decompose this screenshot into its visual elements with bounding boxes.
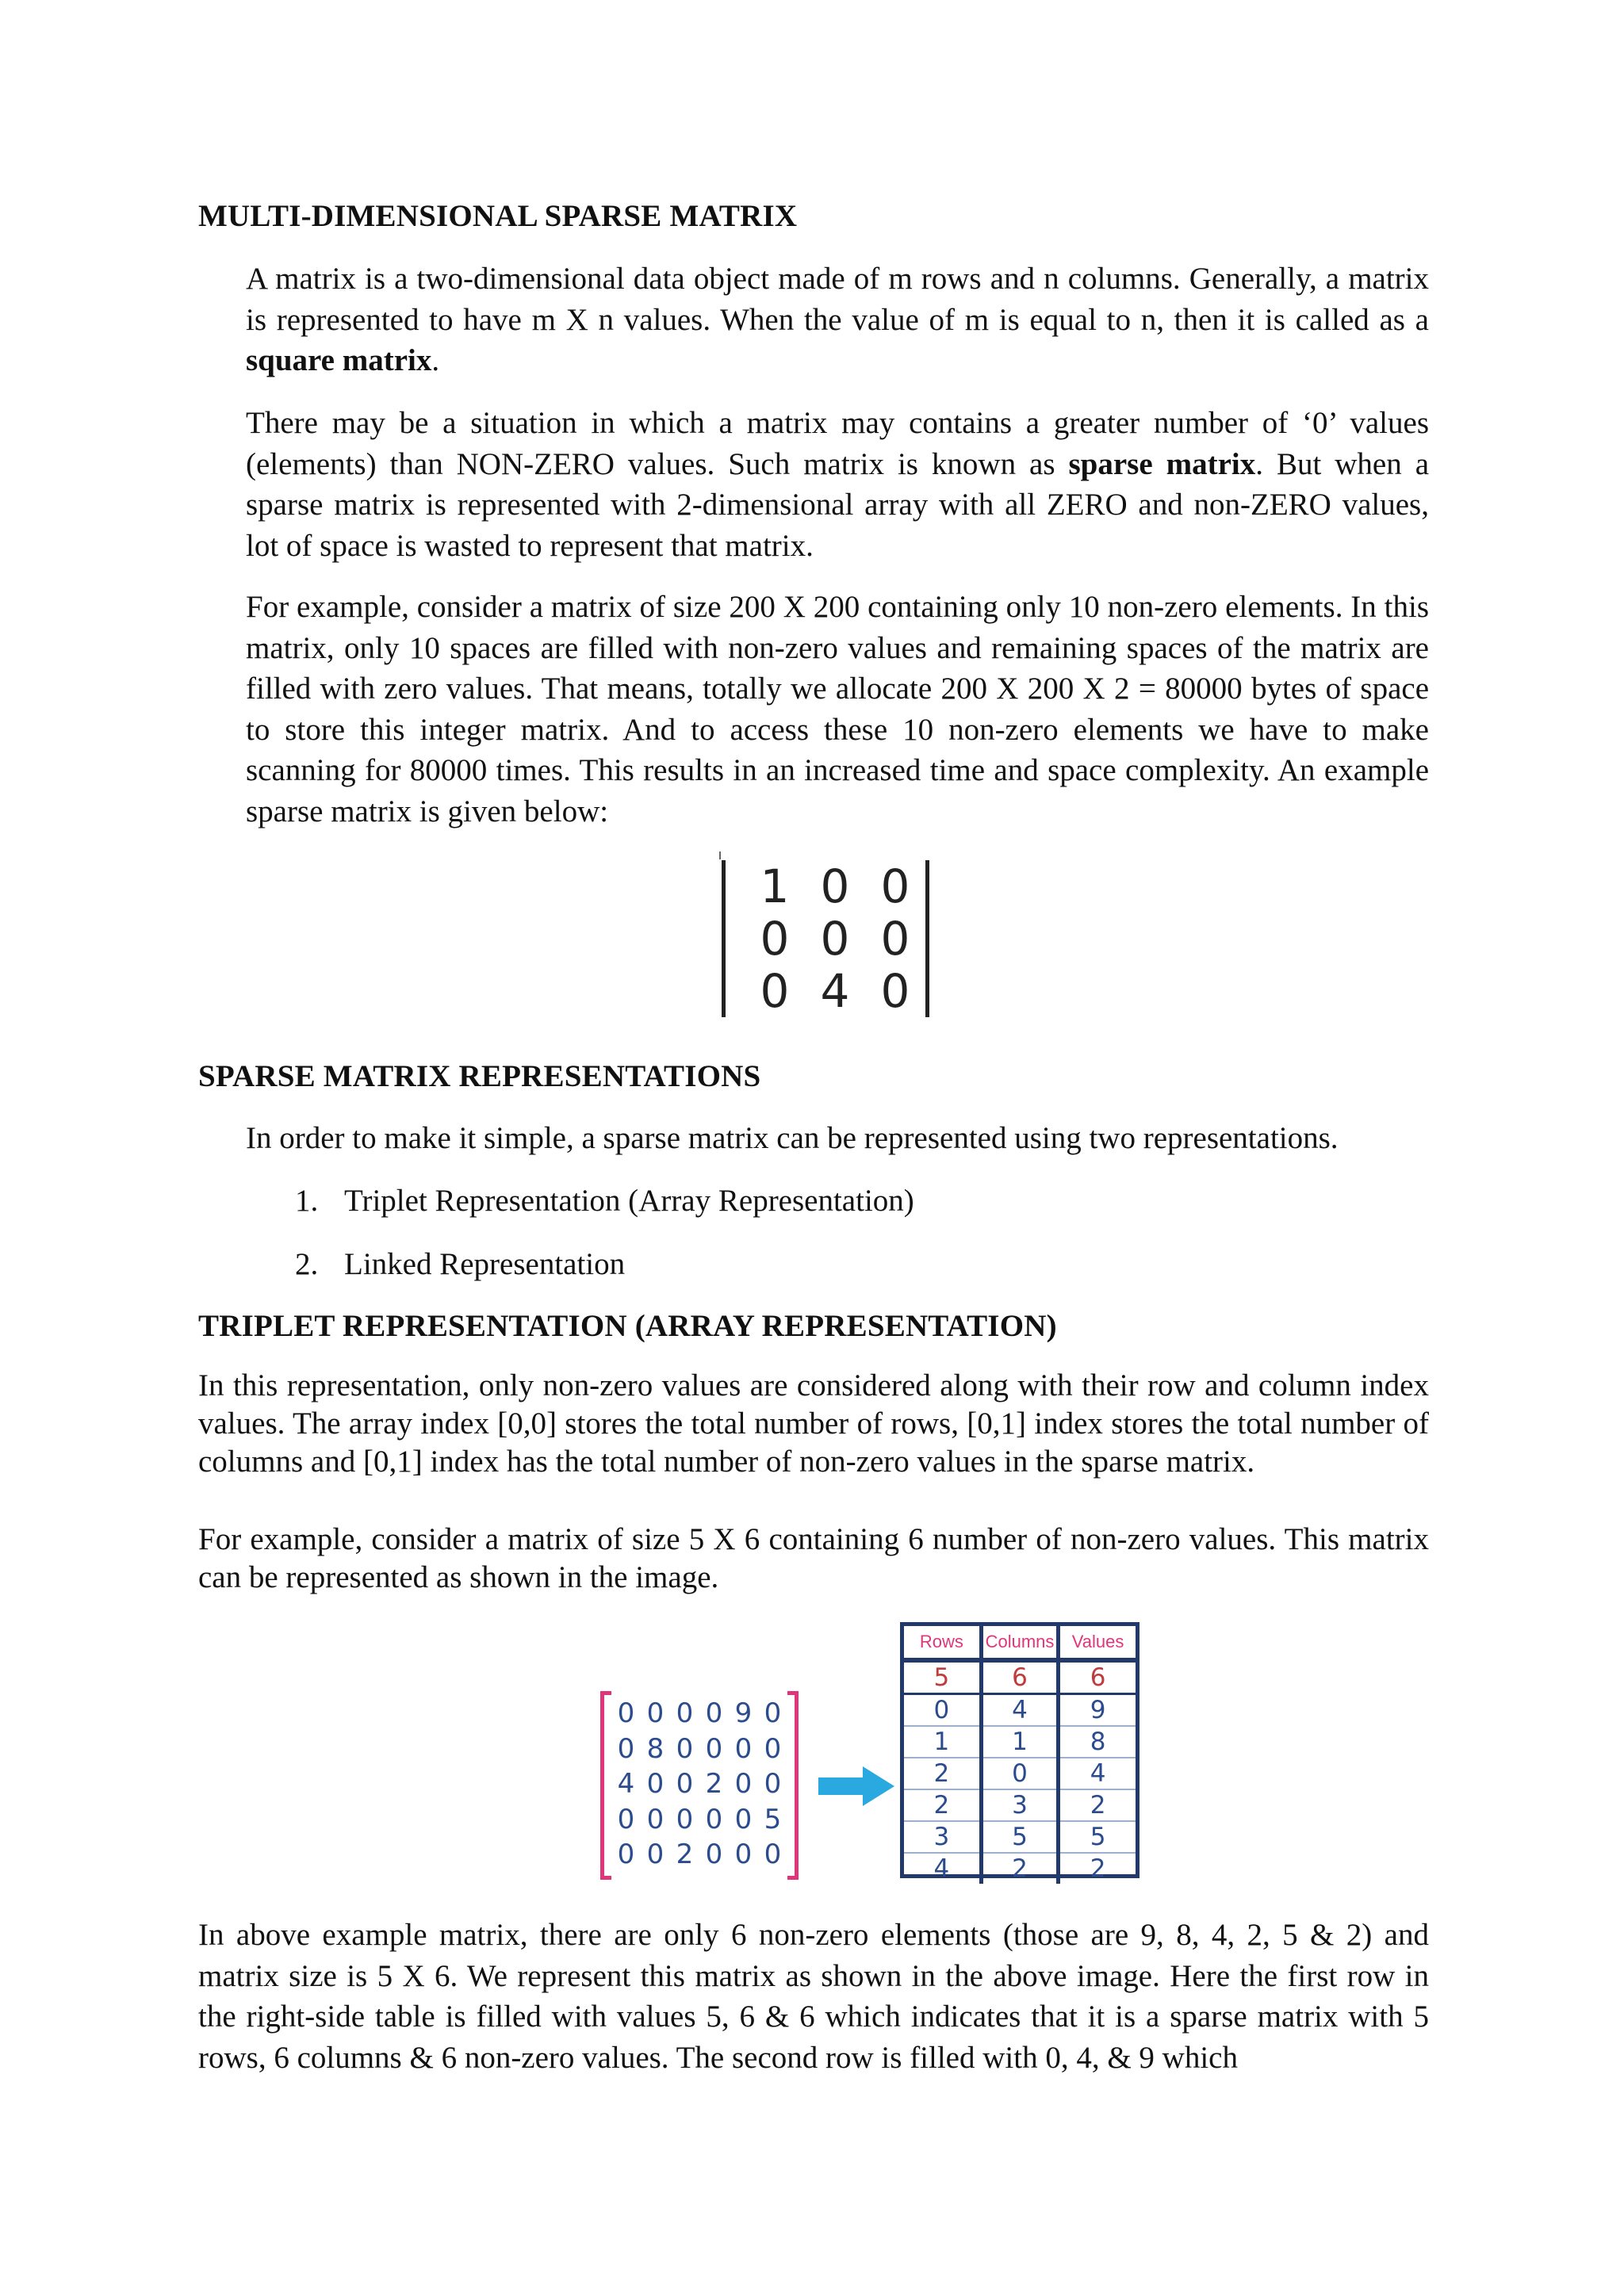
- matrix-row: 0 4 0: [722, 965, 929, 1017]
- matrix-cell: 0: [705, 1803, 723, 1835]
- table-cell: 2: [904, 1758, 981, 1789]
- source-matrix-5x6: [600, 1691, 799, 1880]
- matrix-row: 1 0 0: [722, 860, 929, 913]
- matrix-cell: 9: [734, 1697, 753, 1729]
- matrix-cell: 0: [705, 1732, 723, 1765]
- matrix-cell: 0: [764, 1768, 782, 1800]
- table-cell: 0: [981, 1758, 1058, 1789]
- matrix-cell: 0: [646, 1768, 665, 1800]
- example-sparse-matrix: [722, 860, 929, 1017]
- matrix-cell: 0: [734, 1768, 753, 1800]
- header-rows: Rows: [904, 1626, 981, 1660]
- heading-triplet-representation: TRIPLET REPRESENTATION (ARRAY REPRESENTATION): [198, 1309, 1057, 1343]
- right-bracket: [787, 1691, 799, 1880]
- matrix-cell: 0: [617, 1732, 635, 1765]
- paragraph-matrix-definition: A matrix is a two-dimensional data object made of m rows and n columns. Generally, a matrix is represented to have m X n values. When the value of m is equal to n, then it is called as a square matrix.: [246, 262, 1429, 377]
- table-row: [904, 1821, 1136, 1853]
- matrix-cell: 0: [676, 1768, 694, 1800]
- paragraph-explanation: In above example matrix, there are only 6 non-zero elements (those are 9, 8, 4, 2, 5 & 2) and matrix size is 5 X 6. We represent this matrix as shown in the above image. Here the first row in the right-side table is filled with values 5, 6 & 6 which indicates that it is a sparse matrix with 5 rows, 6 columns & 6 non-zero values. The second row is filled with 0, 4, & 9 which: [198, 1918, 1429, 2075]
- matrix-cell: 0: [676, 1732, 694, 1765]
- matrix-row: [611, 1696, 787, 1732]
- matrix-cell: 0: [764, 1732, 782, 1765]
- table-row: [904, 1694, 1136, 1727]
- matrix-row: 0 0 0: [722, 913, 929, 965]
- matrix-cell: 0: [617, 1803, 635, 1835]
- matrix-cell: 0: [617, 1697, 635, 1729]
- table-row: [904, 1660, 1136, 1694]
- table-row: [904, 1726, 1136, 1758]
- paragraph-representations-intro: In order to make it simple, a sparse matrix can be represented using two representations.: [246, 1121, 1339, 1155]
- matrix-row: [611, 1837, 787, 1873]
- table-cell: 4: [904, 1853, 981, 1884]
- table-cell: 2: [1059, 1789, 1136, 1821]
- matrix-cell: 0: [734, 1839, 753, 1870]
- matrix-cell: 0: [646, 1697, 665, 1729]
- table-cell: 1: [981, 1726, 1058, 1758]
- matrix-cell: 0: [646, 1803, 665, 1835]
- table-cell: 3: [904, 1821, 981, 1853]
- table-cell: 1: [904, 1726, 981, 1758]
- stray-mark: [719, 851, 721, 859]
- matrix-cell: 4: [617, 1768, 635, 1800]
- paragraph-example-200x200: For example, consider a matrix of size 200 X 200 containing only 10 non-zero elements. In this matrix, only 10 spaces are filled with non-zero values and remaining spaces of the matrix are filled with zero values. That means, totally we allocate 200 X 200 X 2 = 80000 bytes of space to store this integer matrix. And to access these 10 non-zero elements we have to make scanning for 80000 times. This results in an increased time and space complexity. An example sparse matrix is given below:: [246, 590, 1429, 828]
- matrix-cell: 2: [676, 1839, 694, 1870]
- matrix-row: [611, 1802, 787, 1838]
- table-row: [904, 1758, 1136, 1789]
- table-cell: 2: [1090, 1854, 1106, 1883]
- table-cell: 4: [1059, 1758, 1136, 1789]
- matrix-cell: 0: [676, 1697, 694, 1729]
- matrix-cell: 0: [734, 1803, 753, 1835]
- matrix-cell: 0: [764, 1839, 782, 1870]
- paragraph-triplet-description: In this representation, only non-zero values are considered along with their row and column index values. The array index [0,0] stores the total number of rows, [0,1] index stores the total number of columns and [0,1] index has the total number of non-zero values in the sparse matrix.: [198, 1368, 1429, 1479]
- table-cell: 2: [904, 1789, 981, 1821]
- table-cell: 6: [1059, 1660, 1136, 1694]
- list-item: 2. Linked Representation: [295, 1247, 626, 1281]
- header-values: Values: [1059, 1626, 1136, 1660]
- term-square-matrix: square matrix: [246, 343, 432, 377]
- table-cell: 0: [904, 1694, 981, 1727]
- table-row: [904, 1853, 1136, 1884]
- table-cell: 4: [981, 1694, 1058, 1727]
- paragraph-sparse-definition: There may be a situation in which a matrix may contains a greater number of ‘0’ values (elements) than NON-ZERO values. Such matrix is known as sparse matrix. But when a sparse matrix is represented with 2-dimensional array with all ZERO and non-ZERO values, lot of space is wasted to represent that matrix.: [246, 406, 1429, 563]
- table-row: [904, 1789, 1136, 1821]
- term-sparse-matrix: sparse matrix: [1068, 446, 1256, 481]
- table-cell: 5: [1059, 1821, 1136, 1853]
- matrix-cell: 0: [646, 1839, 665, 1870]
- triplet-table: [900, 1622, 1139, 1883]
- header-columns: Columns: [981, 1626, 1058, 1660]
- heading-multidimensional-sparse-matrix: MULTI-DIMENSIONAL SPARSE MATRIX: [198, 199, 798, 233]
- table-cell: 3: [981, 1789, 1058, 1821]
- left-bracket: [600, 1691, 611, 1880]
- table-cell: 2: [981, 1853, 1058, 1884]
- table-cell: 5: [981, 1821, 1058, 1853]
- arrow-right-icon: [817, 1763, 896, 1811]
- matrix-cell: 2: [705, 1768, 723, 1800]
- matrix-cell: 0: [617, 1839, 635, 1870]
- matrix-cell: 0: [705, 1839, 723, 1870]
- table-cell: 6: [981, 1660, 1058, 1694]
- table-cell: 5: [904, 1660, 981, 1694]
- matrix-cell: 0: [764, 1697, 782, 1729]
- table-cell: 8: [1059, 1726, 1136, 1758]
- matrix-row: [611, 1732, 787, 1767]
- matrix-cell: 0: [734, 1732, 753, 1765]
- paragraph-5x6-example: For example, consider a matrix of size 5 X 6 containing 6 number of non-zero values. This matrix can be represented as shown in the image.: [198, 1522, 1429, 1594]
- heading-sparse-matrix-representations: SPARSE MATRIX REPRESENTATIONS: [198, 1059, 761, 1093]
- list-item: 1. Triplet Representation (Array Representation): [295, 1184, 914, 1218]
- matrix-cell: 0: [676, 1803, 694, 1835]
- matrix-cell: 8: [646, 1732, 665, 1765]
- matrix-row: [611, 1766, 787, 1802]
- matrix-cell: 0: [705, 1697, 723, 1729]
- matrix-cell: 5: [764, 1803, 782, 1835]
- table-cell: 9: [1059, 1694, 1136, 1727]
